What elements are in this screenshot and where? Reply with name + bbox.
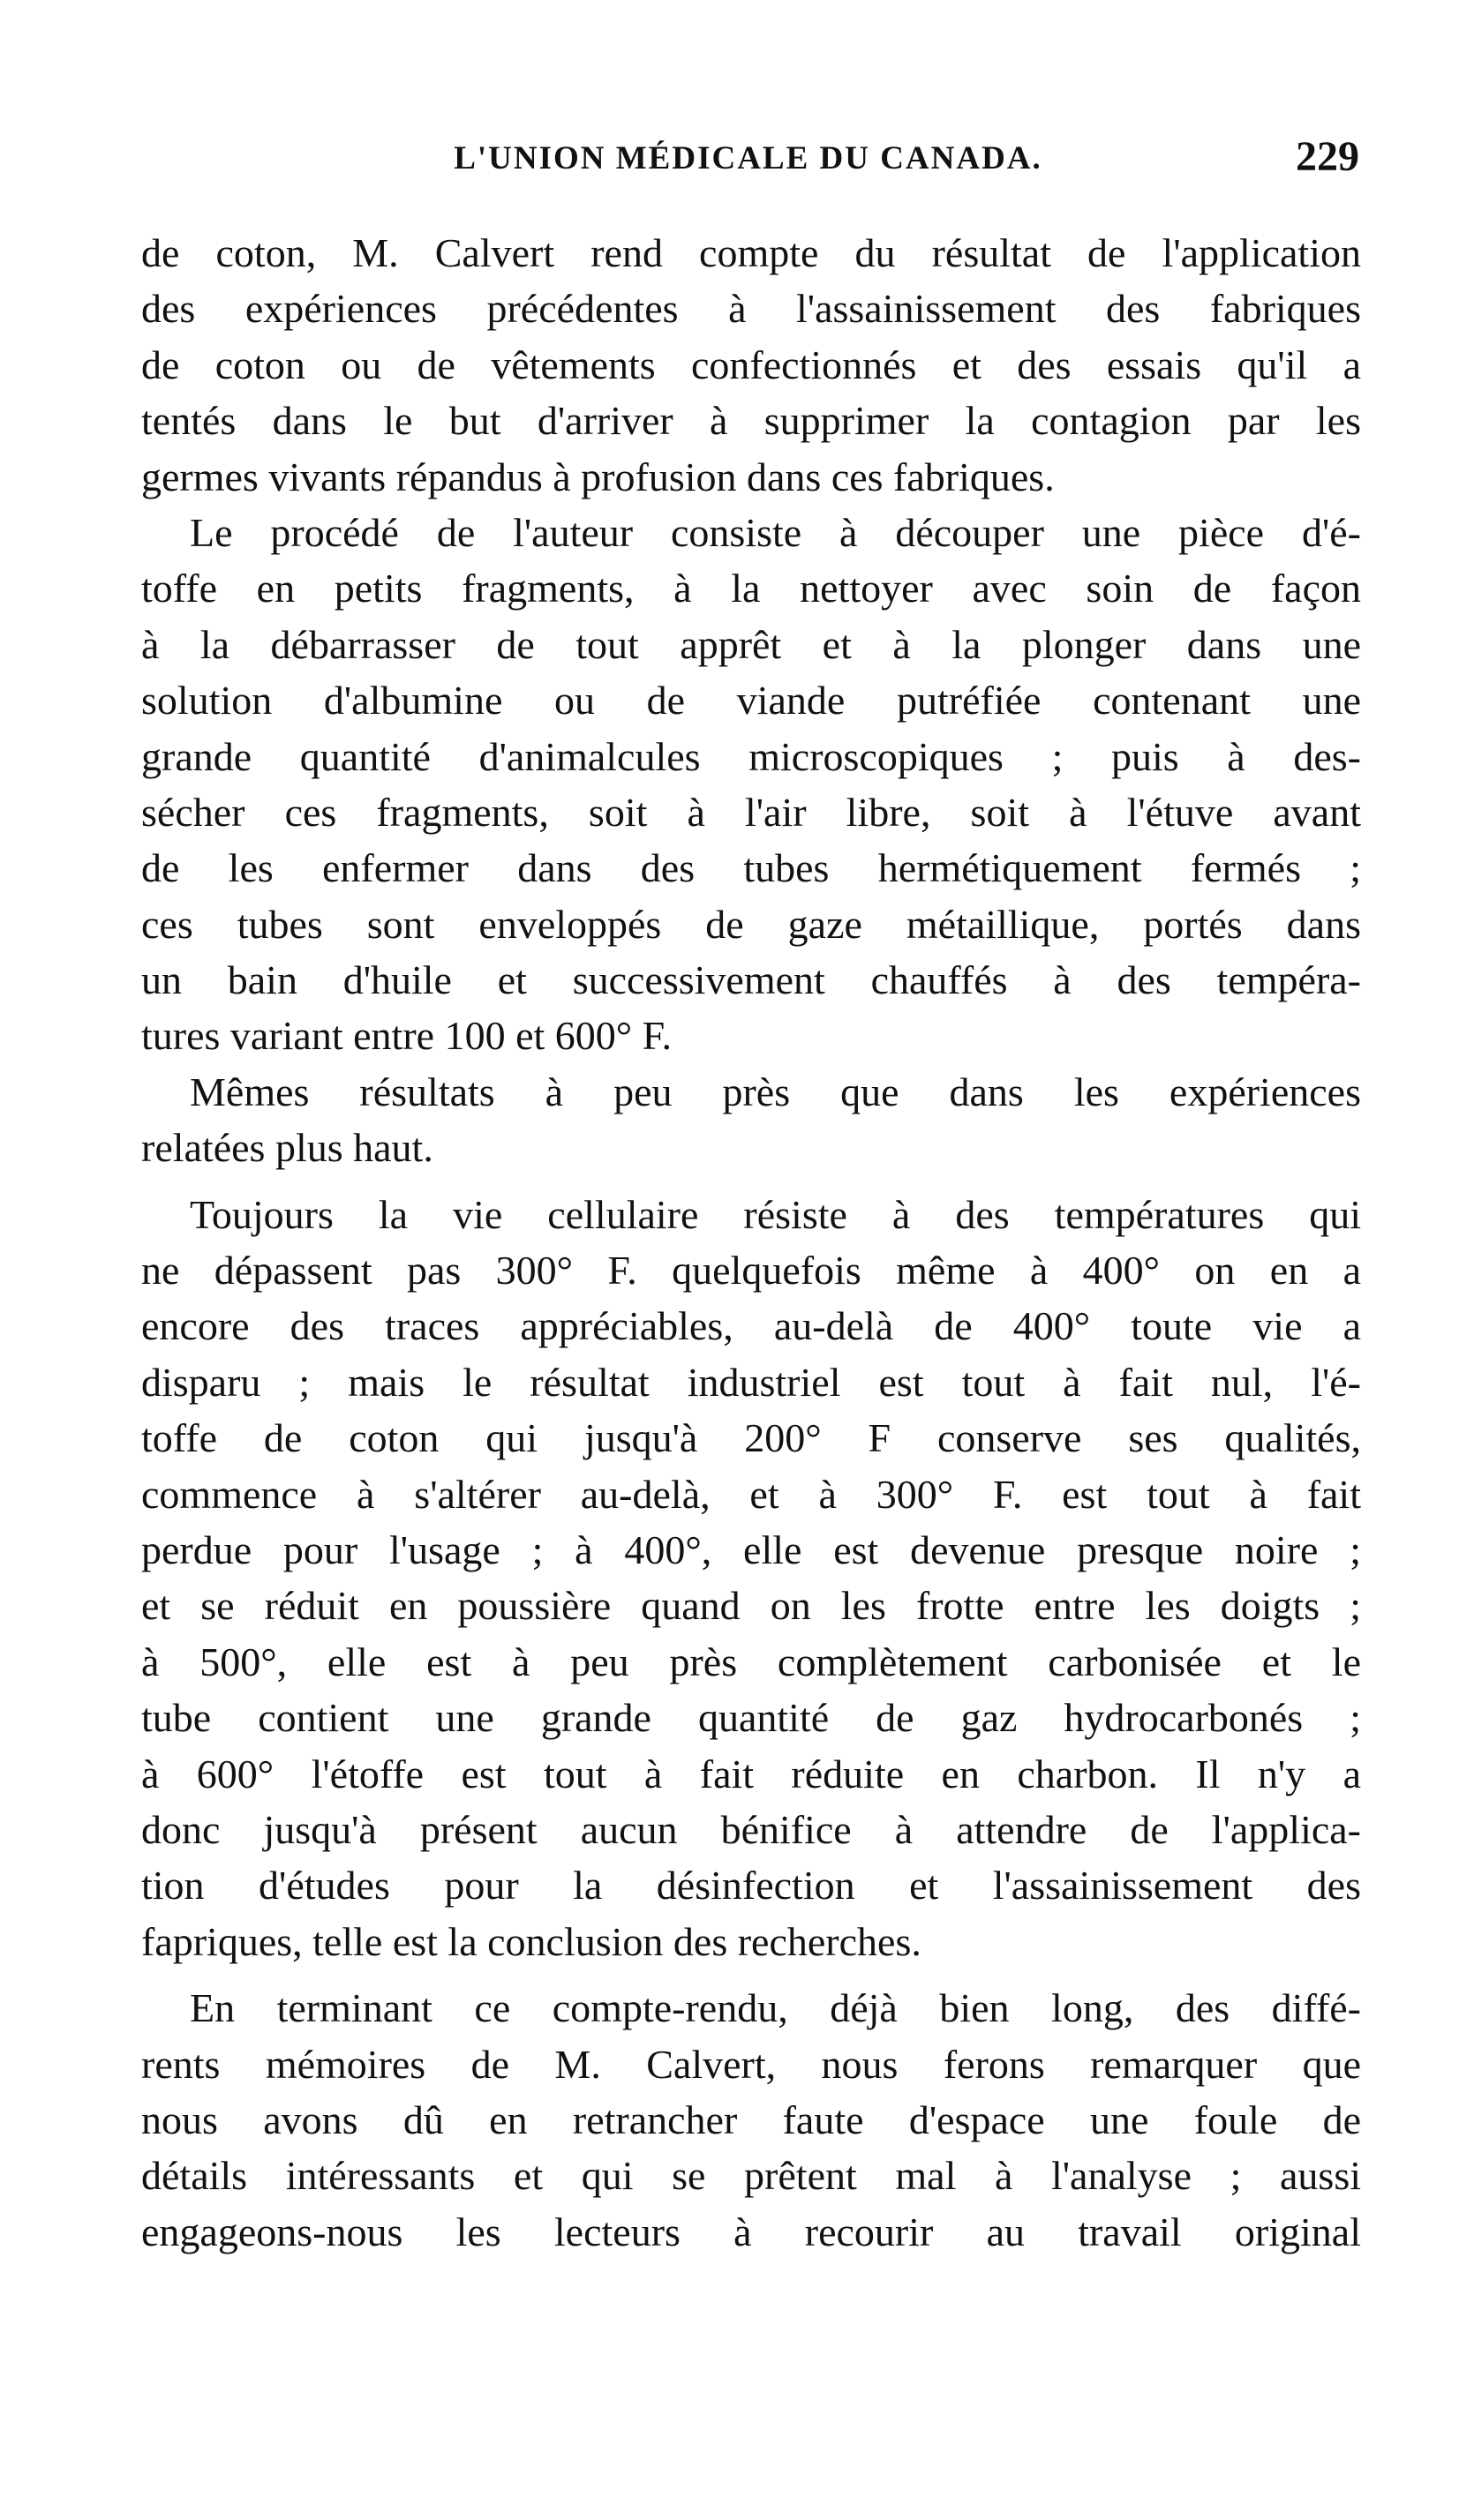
paragraph-5 xyxy=(141,1980,1361,2260)
text-line: En terminant ce compte-rendu, déjà bien long, des diffé- xyxy=(190,1985,1361,2031)
text-line: perdue pour l'usage ; à 400°, elle est devenue presque noire ; xyxy=(141,1526,1361,1572)
text-line: et se réduit en poussière quand on les frotte entre les doigts ; xyxy=(141,1583,1361,1629)
body-text xyxy=(141,225,1361,2260)
text-line: rents mémoires de M. Calvert, nous ferons remarquer que xyxy=(141,2041,1361,2087)
text-line: sécher ces fragments, soit à l'air libre, soit à l'étuve avant xyxy=(141,789,1361,835)
text-line: ces tubes sont enveloppés de gaze métaillique, portés dans xyxy=(141,901,1361,947)
paragraph-1 xyxy=(141,225,1361,505)
text-line: engageons-nous les lecteurs à recourir au travail original xyxy=(141,2209,1361,2254)
text-line: Toujours la vie cellulaire résiste à des températures qui xyxy=(190,1191,1361,1237)
text-line: tube contient une grande quantité de gaz hydrocarbonés ; xyxy=(141,1695,1361,1741)
journal-title: L'UNION MÉDICALE DU CANADA. xyxy=(454,140,1042,176)
paragraph-3 xyxy=(141,1064,1361,1176)
text-line: nous avons dû en retrancher faute d'espace une foule de xyxy=(141,2096,1361,2142)
text-line: Mêmes résultats à peu près que dans les expériences xyxy=(190,1069,1361,1114)
text-line: détails intéressants et qui se prêtent mal à l'analyse ; aussi xyxy=(141,2153,1361,2199)
text-line: toffe de coton qui jusqu'à 200° F conserve ses qualités, xyxy=(141,1415,1361,1461)
text-line: tentés dans le but d'arriver à supprimer la contagion par les xyxy=(141,398,1361,444)
paragraph-gap xyxy=(141,1969,1361,1980)
text-line: tion d'études pour la désinfection et l'assainissement des xyxy=(141,1863,1361,1909)
text-line: toffe en petits fragments, à la nettoyer avec soin de façon xyxy=(141,566,1361,611)
paragraph-4 xyxy=(141,1187,1361,1969)
text-line: à 500°, elle est à peu près complètement carbonisée et le xyxy=(141,1639,1361,1684)
text-line: encore des traces appréciables, au-delà de 400° toute vie a xyxy=(141,1303,1361,1349)
text-line: à 600° l'étoffe est tout à fait réduite en charbon. Il n'y a xyxy=(141,1751,1361,1796)
text-line: ne dépassent pas 300° F. quelquefois même à 400° on en a xyxy=(141,1248,1361,1294)
text-line: des expériences précédentes à l'assainissement des fabriques xyxy=(141,286,1361,332)
text-line: tures variant entre 100 et 600° F. xyxy=(141,1013,673,1059)
text-line: relatées plus haut. xyxy=(141,1125,433,1171)
text-line: fapriques, telle est la conclusion des recherches. xyxy=(141,1918,921,1964)
text-line: de coton ou de vêtements confectionnés et des essais qu'il a xyxy=(141,341,1361,387)
text-line: un bain d'huile et successivement chauffés à des tempéra- xyxy=(141,957,1361,1003)
text-line: disparu ; mais le résultat industriel est tout à fait nul, l'é- xyxy=(141,1359,1361,1405)
paragraph-gap xyxy=(141,1176,1361,1187)
text-line: commence à s'altérer au-delà, et à 300° F. est tout à fait xyxy=(141,1471,1361,1517)
page-number: 229 xyxy=(1296,133,1359,180)
text-line: de les enfermer dans des tubes hermétiquement fermés ; xyxy=(141,845,1361,891)
text-line: de coton, M. Calvert rend compte du résultat de l'application xyxy=(141,230,1361,275)
text-line: donc jusqu'à présent aucun bénifice à attendre de l'applica- xyxy=(141,1806,1361,1852)
text-line: solution d'albumine ou de viande putréfiée contenant une xyxy=(141,678,1361,724)
text-line: Le procédé de l'auteur consiste à découper une pièce d'é- xyxy=(190,509,1361,555)
text-line: à la débarrasser de tout apprêt et à la plonger dans une xyxy=(141,621,1361,667)
text-line: germes vivants répandus à profusion dans ces fabriques. xyxy=(141,454,1055,499)
running-header xyxy=(137,132,1359,185)
paragraph-2 xyxy=(141,505,1361,1064)
text-line: grande quantité d'animalcules microscopiques ; puis à des- xyxy=(141,733,1361,779)
